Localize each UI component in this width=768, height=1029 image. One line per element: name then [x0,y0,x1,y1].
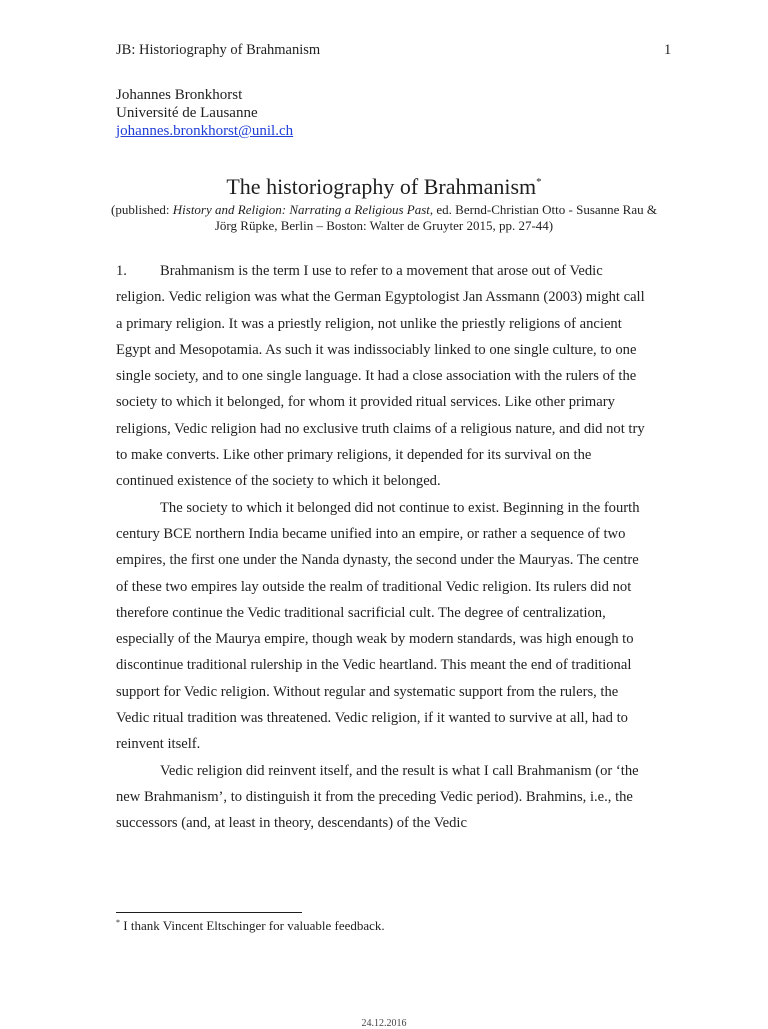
paragraph-2: The society to which it belonged did not continue to exist. Beginning in the fourth century BCE northern India became unified into an empire, or rather a sequence of two empires, the first one under the Nanda dynasty, the second under the Mauryas. The centre of these two empires lay outside the realm of traditional Vedic religion. Its rulers did not therefore continue the Vedic traditional sacrificial cult. The degree of centralization, especially of the Maurya empire, though weak by modern standards, was high enough to discontinue traditional rulership in the Vedic heartland. This meant the end of traditional support for Vedic religion. Without regular and systematic support from the rulers, the Vedic ritual tradition was threatened. Vedic religion, if it wanted to survive at all, had to reinvent itself. [116,499,640,753]
publication-prefix: (published: [111,202,173,217]
publication-note [110,202,658,234]
author-email-link[interactable]: johannes.bronkhorst@unil.ch [116,123,294,139]
author-affiliation: Université de Lausanne [116,105,258,121]
section-number: 1. [116,263,127,279]
footnote-divider [116,912,302,913]
paragraph-1 [116,258,651,495]
paper-title-text: The historiography of Brahmanism [226,174,537,199]
paragraph-3: Vedic religion did reinvent itself, and the result is what I call Brahmanism (or ‘the new Brahmanism’, to distinguish it from the preceding Vedic period). Brahmins, i.e., the successors (and, at least in theory, descendants) of the Vedic [116,762,639,832]
author-name: Johannes Bronkhorst [116,87,243,103]
publication-details: , ed. Bernd-Christian Otto - Susanne Rau & Jörg Rüpke, Berlin – Boston: Walter de Gruyter 2015, pp. 27-44) [214,202,657,233]
footnote-mark: * [116,918,120,927]
title-footnote-mark[interactable]: * [536,176,542,188]
footnote [116,918,385,934]
footer-date: 24.12.2016 [361,1018,407,1029]
paragraph-1-text: Brahmanism is the term I use to refer to a movement that arose out of Vedic religion. Vedic religion was what the German Egyptologist Jan Assmann (2003) might call a primary religion. It was a priestly religion, not unlike the priestly religions of ancient Egypt and Mesopotamia. As such it was indissociably linked to one single culture, to one single society, and to one single language. It had a close association with the rulers of the society to which it belonged, for whom it provided ritual services. Like other primary religions, Vedic religion had no exclusive truth claims of a religious nature, and did not try to make converts. Like other primary religions, it depended for its survival on the continued existence of the society to which it belonged. [116,263,645,490]
publication-book-title: History and Religion: Narrating a Religious Past [172,202,430,217]
running-header-title: JB: Historiography of Brahmanism [116,42,321,58]
page-number: 1 [664,42,672,58]
paper-title [0,174,768,200]
body-text [116,258,651,837]
footnote-text: I thank Vincent Eltschinger for valuable feedback. [120,918,385,933]
author-block [116,86,293,140]
